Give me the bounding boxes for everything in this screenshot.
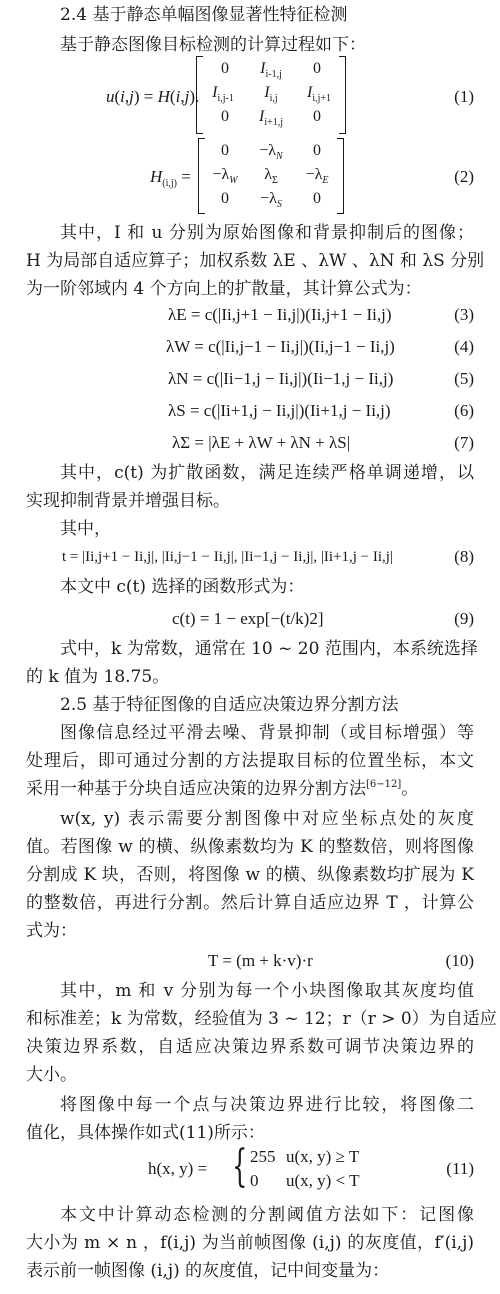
paragraph-10-line-1: 将图像中每一个点与决策边界进行比较，将图像二 (60, 1095, 474, 1115)
equation-3: λE = c(|Ii,j+1 − Ii,j|)(Ii,j+1 − Ii,j) (168, 305, 392, 324)
paragraph-6-line-2: 的 k 值为 18.75。 (26, 667, 170, 687)
equation-8: t = |Ii,j+1 − Ii,j|, |Ii,j−1 − Ii,j|, |Ii−1,j − Ii,j|, |Ii+1,j − Ii,j| (62, 549, 393, 565)
equation-11-case-2-condition: u(x, y) < T (286, 1171, 360, 1190)
equation-1-lhs: u(i,j) = H(i,j). (106, 87, 200, 106)
section-heading-2-4: 2.4 基于静态单幅图像显著性特征检测 (60, 5, 348, 25)
equation-11-number: (11) (446, 1159, 474, 1178)
paragraph-9-line-3: 决策边界系数，自适应决策边界系数可调节决策边界的 (26, 1037, 474, 1057)
equation-2-lhs: $H_{(i,j)}$ = (150, 167, 191, 189)
paragraph-8-line-2: 值。若图像 w 的横、纵像素数均为 K 的整数倍，则将图像 (26, 837, 474, 857)
equation-11-case-1-condition: u(x, y) ≥ T (286, 1147, 360, 1166)
paragraph-9-line-4: 大小。 (26, 1065, 77, 1085)
paragraph-3-line-2: 实现抑制背景并增强目标。 (26, 491, 230, 511)
paragraph-3-line-1: 其中，c(t) 为扩散函数，满足连续严格单调递增，以 (60, 463, 474, 483)
paragraph-11-line-2: 大小为 m × n ，f(i,j) 为当前帧图像 (i,j) 的灰度值，f′(i,j) (26, 1233, 474, 1253)
equation-1-number: (1) (454, 87, 474, 106)
paragraph-11-line-3: 表示前一帧图像 (i,j) 的灰度值，记中间变量为： (26, 1261, 390, 1281)
paragraph-7-line-1: 图像信息经过平滑去噪、背景抑制（或目标增强）等 (60, 723, 474, 743)
equation-4-number: (4) (454, 337, 474, 356)
equation-6-number: (6) (454, 401, 474, 420)
equation-9: c(t) = 1 − exp[−(t/k)2] (172, 609, 324, 628)
paragraph-4: 其中， (60, 519, 111, 539)
equation-2-number: (2) (454, 167, 474, 186)
paragraph-6-line-1: 式中，k 为常数，通常在 10 ~ 20 范围内，本系统选择 (60, 639, 478, 659)
paragraph-7-line-2: 处理后，即可通过分割的方法提取目标的位置坐标，本文 (26, 751, 474, 771)
paragraph-2-line-3: 为一阶邻域内 4 个方向上的扩散量，其计算公式为： (26, 279, 422, 299)
paragraph-intro: 基于静态图像目标检测的计算过程如下： (60, 35, 366, 55)
paragraph-7-line-3: 采用一种基于分块自适应决策的边界分割方法[6−12]。 (26, 779, 419, 799)
equation-8-number: (8) (454, 547, 474, 566)
section-heading-2-5: 2.5 基于特征图像的自适应决策边界分割方法 (60, 695, 399, 715)
paragraph-8-line-5: 式为： (26, 921, 77, 941)
equation-6: λS = c(|Ii+1,j − Ii,j|)(Ii+1,j − Ii,j) (168, 401, 391, 420)
equation-5: λN = c(|Ii−1,j − Ii,j|)(Ii−1,j − Ii,j) (168, 369, 394, 388)
paragraph-2-line-2: H 为局部自适应算子；加权系数 λE 、λW 、λN 和 λS 分别 (26, 251, 485, 271)
equation-10: T = (m + k·v)·r (208, 951, 313, 970)
paragraph-5: 本文中 c(t) 选择的函数形式为： (60, 577, 305, 597)
paragraph-11-line-1: 本文中计算动态检测的分割阈值方法如下：记图像 (60, 1205, 474, 1225)
equation-5-number: (5) (454, 369, 474, 388)
paragraph-8-line-1: w(x, y) 表示需要分割图像中对应坐标点处的灰度 (60, 809, 474, 829)
paragraph-10-line-2: 值化，具体操作如式(11)所示： (26, 1123, 265, 1143)
equation-2-matrix: 0 $-\lambda_N$ 0 $-\lambda_W$ $\lambda_\Sigma$ $-\lambda_E$ 0 $-\lambda_S$ 0 (198, 138, 344, 214)
equation-11-lhs: h(x, y) = (148, 1159, 208, 1178)
equation-3-number: (3) (454, 305, 474, 324)
equation-11-case-2-value: 0 (250, 1171, 259, 1190)
paragraph-8-line-3: 分割成 K 块，否则，将图像 w 的横、纵像素数均扩展为 K (26, 865, 474, 885)
paragraph-9-line-2: 和标准差；k 为常数，经验值为 3 ~ 12；r（r > 0）为自适应 (26, 1009, 497, 1029)
equation-11-case-1-value: 255 (250, 1147, 276, 1166)
equation-11-brace: { (232, 1141, 248, 1192)
equation-9-number: (9) (454, 609, 474, 628)
paragraph-2-line-1: 其中，I 和 u 分别为原始图像和背景抑制后的图像； (60, 223, 474, 243)
paragraph-8-line-4: 的整数倍，再进行分割。然后计算自适应边界 T ，计算公 (26, 893, 474, 913)
equation-1-matrix: 0 $I_{i-1,j}$ 0 $I_{i,j-1}$ $I_{i,j}$ $I_{i,j+1}$ 0 $I_{i+1,j}$ 0 (196, 56, 346, 134)
citation-ref: [6−12] (366, 779, 402, 790)
equation-10-number: (10) (445, 951, 474, 970)
equation-7-number: (7) (454, 433, 474, 452)
equation-7: λΣ = |λE + λW + λN + λS| (172, 433, 351, 452)
equation-4: λW = c(|Ii,j−1 − Ii,j|)(Ii,j−1 − Ii,j) (166, 337, 395, 356)
paragraph-9-line-1: 其中，m 和 v 分别为每一个小块图像取其灰度均值 (60, 981, 474, 1001)
